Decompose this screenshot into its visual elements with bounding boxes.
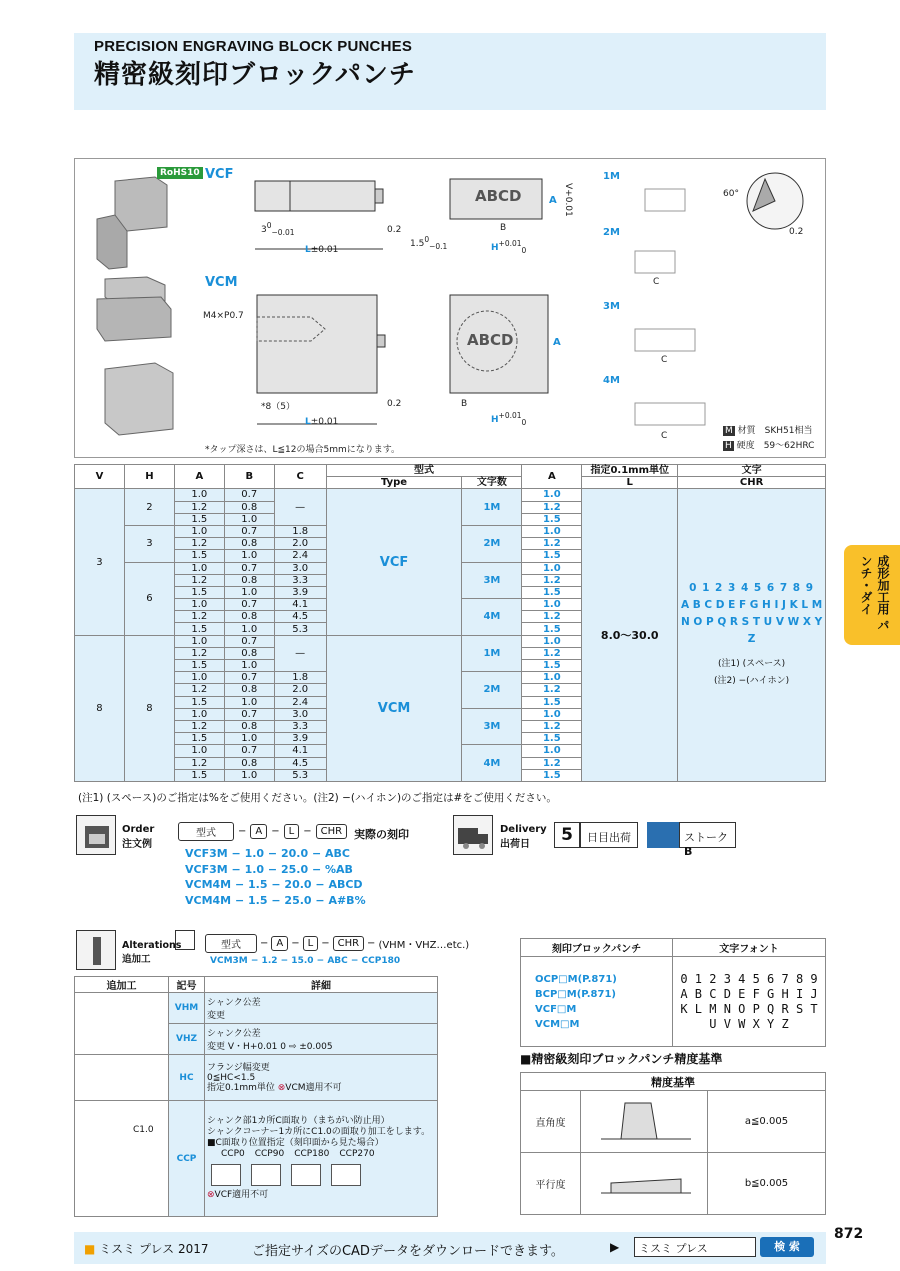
font-item: OCP□M(P.871) [535,973,617,985]
hc-diagram [75,1055,169,1101]
stroke-label: ストーク B [679,822,736,848]
cell-a: 1.2 [174,720,224,732]
cell-b: 0.8 [224,684,274,696]
title-en: PRECISION ENGRAVING BLOCK PUNCHES [94,38,413,55]
cell-a: 1.5 [174,513,224,525]
precision-row2-label: 平行度 [521,1153,581,1215]
order-actual-label: 実際の刻印 [354,828,409,841]
technical-drawing [75,159,827,459]
detail-vhz: シャンク公差 変更 V・H+0.01 0 ⇨ ±0.005 [205,1024,438,1055]
cell-c: 2.0 [274,684,326,696]
cell-h: 2 [124,489,174,526]
order-row: VCM4M − 1.5 − 20.0 − ABCD [185,878,363,891]
order-head-type: 型式 [178,822,234,841]
dim-b-vcm: B [461,399,468,409]
cell-b: 0.8 [224,538,274,550]
cell-a: 1.2 [174,647,224,659]
cell-a2: 1.2 [522,757,582,769]
spec-footnote: (注1) (スペース)のご指定は%をご使用ください。(注2) −(ハイホン)のご指定は#をご使用ください。 [78,792,557,804]
cell-a: 1.0 [174,635,224,647]
detail-ccp: シャンク部1カ所C面取り（まちがい防止用） シャンクコーナー1カ所にC1.0の面取り加工をします。 ■C面取り位置指定（刻印面から見た場合） CCP0 CCP90 CCP180 CCP270 ⊗VCF適用不可 [205,1101,438,1217]
dim-h-vcm: $H^{+0.01}_0$ [491,411,527,427]
cell-a: 1.5 [174,623,224,635]
cell-a: 1.2 [174,538,224,550]
cell-c: 1.8 [274,525,326,537]
rohs-badge: RoHS10 [157,167,203,179]
cell-c: 5.3 [274,769,326,781]
engrave-abcd-vcm: ABCD [467,331,514,349]
precision-row1-diagram [581,1091,708,1153]
cell-b: 0.8 [224,647,274,659]
cell-h: 3 [124,525,174,562]
cell-a2: 1.5 [522,623,582,635]
dim-a-vcf: A [549,195,557,206]
cell-a2: 1.2 [522,720,582,732]
cell-a2: 1.0 [522,525,582,537]
alter-tail: (VHM・VHZ…etc.) [378,940,470,951]
cell-a: 1.5 [174,550,224,562]
alter-title: Alterations 追加工 [122,940,182,965]
cell-c: 5.3 [274,623,326,635]
cell-c: 3.3 [274,720,326,732]
cell-a2: 1.5 [522,769,582,781]
photo-block [105,363,173,435]
cell-a2: 1.5 [522,696,582,708]
figure-box [74,158,826,458]
precision-title: ■精密級刻印ブロックパンチ精度基準 [520,1052,723,1066]
alter-head-chr: CHR [333,936,364,951]
precision-row1-label: 直角度 [521,1091,581,1153]
cell-a: 1.2 [174,684,224,696]
font-head1: 刻印ブロックパンチ [521,939,673,957]
dim-c-3m: C [661,355,668,365]
cell-a2: 1.0 [522,562,582,574]
cell-a2: 1.0 [522,672,582,684]
precision-head: 精度基準 [521,1073,826,1091]
footer-cad-text: ご指定サイズのCADデータをダウンロードできます。 [252,1244,564,1259]
cell-c: 2.0 [274,538,326,550]
cell-a: 1.5 [174,769,224,781]
cell-a: 1.0 [174,672,224,684]
cell-a: 1.5 [174,733,224,745]
th-chars: 文字数 [462,477,522,489]
cell-l-range: 8.0～30.0 [582,489,678,782]
cell-c: 3.3 [274,574,326,586]
size-4m: 4M [603,375,620,386]
cell-chars: 1M [462,635,522,672]
alter-col-detail: 詳細 [205,977,438,993]
order-head-a: A [250,824,267,839]
precision-row1-value: a≦0.005 [708,1091,826,1153]
th-c: C [274,465,326,489]
alter-col-code: 記号 [169,977,205,993]
spec-table [74,464,826,782]
precision-row2-value: b≦0.005 [708,1153,826,1215]
cell-c: 3.0 [274,708,326,720]
cell-chars: 4M [462,599,522,636]
cell-a: 1.2 [174,611,224,623]
font-head2: 文字フォント [673,939,826,957]
cell-a: 1.0 [174,562,224,574]
dim-02-chamfer: 0.2 [789,227,804,237]
footer-brand: ■ ミスミ プレス 2017 [84,1242,209,1256]
cell-b: 0.8 [224,574,274,586]
font-item: VCM□M [535,1018,580,1030]
cell-a2: 1.5 [522,733,582,745]
cell-b: 0.7 [224,562,274,574]
cell-b: 0.7 [224,635,274,647]
font-sample: 0 1 2 3 4 5 6 7 8 9 A B C D E F G H I J K L M N O P Q R S T U V W X Y Z [673,957,826,1047]
label-vcf: VCF [205,167,234,182]
dim-b-vcf: B [500,223,507,233]
cell-c: 1.8 [274,672,326,684]
cell-chars: 3M [462,562,522,599]
tap-note: *タップ深さは、L≦12の場合5mmになります。 [205,445,401,455]
cell-a2: 1.0 [522,635,582,647]
order-row: VCF3M − 1.0 − 25.0 − %AB [185,862,353,876]
delivery-days-label: 日目出荷 [580,822,638,848]
cell-a2: 1.5 [522,550,582,562]
material-line: M 材質 SKH51相当 [725,426,813,436]
cell-b: 1.0 [224,513,274,525]
cell-b: 1.0 [224,733,274,745]
side-tab[interactable]: 成形加工用 パンチ・ダイ [844,545,900,645]
cell-c: — [274,635,326,672]
cell-a2: 1.2 [522,574,582,586]
alter-head-l: L [303,936,319,951]
precision-table [520,1072,826,1215]
precision-row2-diagram [581,1153,708,1215]
order-head: 型式 − A − L − CHR [178,822,347,841]
th-type-en: Type [326,477,462,489]
cell-a: 1.0 [174,525,224,537]
order-title: Order 注文例 [122,824,155,850]
search-input[interactable]: ミスミ プレス [634,1237,756,1257]
size-3m: 3M [603,301,620,312]
page-number: 872 [834,1226,864,1242]
dim-15: $1.5^0_{-0.1}$ [410,235,448,251]
cell-b: 1.0 [224,696,274,708]
phone-icon [76,815,116,855]
code-ccp: CCP [169,1101,205,1217]
cell-a: 1.0 [174,745,224,757]
cell-chars: 2M [462,672,522,709]
cell-a2: 1.0 [522,489,582,501]
th-unit: 指定0.1mm単位 [582,465,678,477]
cell-b: 0.7 [224,672,274,684]
order-rows [185,846,366,908]
cell-a: 1.2 [174,501,224,513]
photo-vcm [97,277,171,341]
cell-b: 0.7 [224,599,274,611]
cell-a2: 1.5 [522,586,582,598]
alter-example: VCM3M − 1.2 − 15.0 − ABC − CCP180 [210,956,401,966]
size-2m: 2M [603,227,620,238]
delivery-days: 5 [554,822,580,848]
th-type-ja: 型式 [326,465,522,477]
cell-v: 8 [75,635,125,781]
drill-icon [76,930,116,970]
engrave-abcd-vcf: ABCD [475,187,522,205]
code-hc: HC [169,1055,205,1101]
stroke-icon [647,822,679,848]
cell-a2: 1.2 [522,501,582,513]
search-button[interactable]: 検 索 [760,1237,814,1257]
hardness-line: H 硬度 59～62HRC [725,441,815,451]
cell-a: 1.5 [174,696,224,708]
cell-h: 8 [124,635,174,781]
cell-a: 1.5 [174,586,224,598]
cell-b: 1.0 [224,660,274,672]
cell-chars: 3M [462,708,522,745]
cell-b: 0.7 [224,525,274,537]
cell-b: 0.8 [224,611,274,623]
order-head-l: L [284,824,300,839]
cell-v: 3 [75,489,125,635]
order-row: VCM4M − 1.5 − 25.0 − A#B% [185,893,366,907]
cell-a: 1.0 [174,599,224,611]
cell-h: 6 [124,562,174,635]
alter-col-proc: 追加工 [75,977,169,993]
cell-chr: 0 1 2 3 4 5 6 7 8 9 A B C D E F G H I J K L M N O P Q R S T U V W X Y Z (注1) (スペース) (注2) −(ハイホン) [678,489,826,782]
th-b: B [224,465,274,489]
cell-a2: 1.0 [522,599,582,611]
dim-02-vcf: 0.2 [387,225,402,235]
cell-c: 4.1 [274,745,326,757]
delivery-title: Delivery 出荷日 [500,824,547,850]
th-v: V [75,465,125,489]
thread-label: M4×P0.7 [203,311,244,321]
font-item: VCF□M [535,1003,577,1015]
font-items [521,957,673,1047]
cell-c: 3.9 [274,733,326,745]
cell-a2: 1.0 [522,708,582,720]
cell-b: 0.7 [224,489,274,501]
cell-a: 1.5 [174,660,224,672]
alter-head-a: A [271,936,288,951]
dim-v-vcf: V+0.01 [563,183,573,217]
cell-b: 0.7 [224,708,274,720]
cell-type: VCF [326,489,462,635]
cell-a2: 1.2 [522,611,582,623]
alter-table [74,976,438,1217]
title-ja: 精密級刻印ブロックパンチ [94,60,416,90]
dim-c-4m: C [661,431,668,441]
code-vhm: VHM [169,993,205,1024]
dim-h-vcf: $H^{+0.01}_0$ [491,239,527,255]
ccp-c10: C1.0 [133,1125,154,1135]
vhm-diagram [75,993,169,1055]
cell-a: 1.2 [174,574,224,586]
cell-c: 3.0 [274,562,326,574]
dim-l-vcf: L±0.01 [305,245,339,255]
code-vhz: VHZ [169,1024,205,1055]
alter-head-type: 型式 [205,934,257,953]
alter-head: 型式 − A − L − CHR − (VHM・VHZ…etc.) [205,934,469,953]
label-vcm: VCM [205,275,238,290]
order-head-chr: CHR [316,824,347,839]
cell-b: 0.7 [224,745,274,757]
cell-a: 1.0 [174,708,224,720]
dim-02-vcm: 0.2 [387,399,402,409]
cell-a: 1.2 [174,757,224,769]
cell-c: 3.9 [274,586,326,598]
cell-c: 4.5 [274,757,326,769]
angle-60: 60° [723,189,739,199]
size-1m: 1M [603,171,620,182]
cell-a2: 1.5 [522,513,582,525]
cell-a2: 1.2 [522,538,582,550]
detail-hc: フランジ幅変更 0≦HC<1.5 指定0.1mm単位 ⊗VCM適用不可 [205,1055,438,1101]
th-a2: A [522,465,582,489]
cell-b: 0.8 [224,757,274,769]
cell-a2: 1.2 [522,684,582,696]
arrow-right-icon: ▶ [610,1240,620,1254]
cell-c: 4.5 [274,611,326,623]
truck-icon [453,815,493,855]
cell-b: 1.0 [224,550,274,562]
cell-b: 0.8 [224,501,274,513]
cell-chars: 4M [462,745,522,782]
th-l: L [582,477,678,489]
cell-c: 2.4 [274,550,326,562]
th-char-ja: 文字 [678,465,826,477]
cell-c: — [274,489,326,526]
cell-b: 1.0 [224,623,274,635]
th-a: A [174,465,224,489]
dim-c-2m: C [653,277,660,287]
cell-b: 0.8 [224,720,274,732]
cell-b: 1.0 [224,769,274,781]
ccp-diagram [75,1101,169,1217]
font-item: BCP□M(P.871) [535,988,616,1000]
th-chr: CHR [678,477,826,489]
photo-vcf [97,177,167,269]
cell-type: VCM [326,635,462,781]
cell-chars: 2M [462,525,522,562]
phone-small-icon [175,930,195,950]
dim-8: *8（5） [261,402,295,412]
cell-chars: 1M [462,489,522,526]
cell-c: 4.1 [274,599,326,611]
dim-a-vcm: A [553,337,561,348]
cell-a2: 1.5 [522,660,582,672]
cell-a2: 1.0 [522,745,582,757]
cell-b: 1.0 [224,586,274,598]
dim-l-vcm: L±0.01 [305,417,339,427]
detail-vhm: シャンク公差 変更 [205,993,438,1024]
cell-a2: 1.2 [522,647,582,659]
cell-a: 1.0 [174,489,224,501]
order-row: VCF3M − 1.0 − 20.0 − ABC [185,847,350,860]
font-table [520,938,826,1047]
th-h: H [124,465,174,489]
dim-3: $3^0_{-0.01}$ [261,221,295,237]
cell-c: 2.4 [274,696,326,708]
